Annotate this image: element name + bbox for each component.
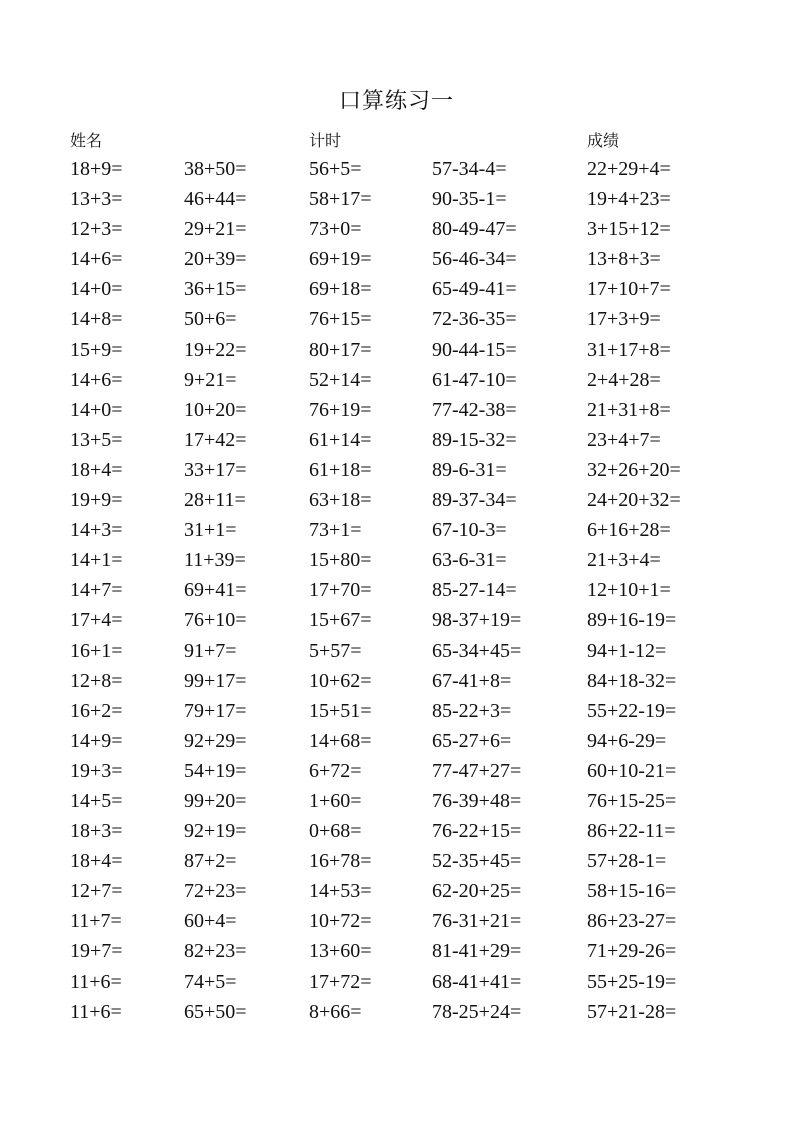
problem-cell: 19+4+23=	[587, 188, 671, 211]
problem-cell: 33+17=	[184, 458, 247, 481]
problem-cell: 52-35+45=	[432, 850, 522, 873]
problem-cell: 50+6=	[184, 308, 237, 331]
problem-cell: 69+41=	[184, 579, 247, 602]
problem-cell: 14+1=	[70, 549, 123, 572]
problem-cell: 14+68=	[309, 729, 372, 752]
problem-cell: 17+42=	[184, 428, 247, 451]
problem-cell: 14+7=	[70, 579, 123, 602]
problem-cell: 14+9=	[70, 729, 123, 752]
problem-cell: 13+8+3=	[587, 248, 661, 271]
problem-cell: 65-27+6=	[432, 729, 512, 752]
problem-cell: 92+19=	[184, 820, 247, 843]
problem-cell: 15+51=	[309, 699, 372, 722]
problem-cell: 21+3+4=	[587, 549, 661, 572]
problem-cell: 63-6-31=	[432, 549, 507, 572]
problem-cell: 0+68=	[309, 820, 362, 843]
problem-row	[0, 244, 793, 274]
problem-cell: 17+72=	[309, 970, 372, 993]
problem-cell: 73+1=	[309, 519, 362, 542]
problem-cell: 99+17=	[184, 669, 247, 692]
problem-cell: 76-39+48=	[432, 789, 522, 812]
problem-row	[0, 696, 793, 726]
problem-cell: 16+1=	[70, 639, 123, 662]
problem-cell: 73+0=	[309, 218, 362, 241]
problem-row	[0, 605, 793, 635]
problem-cell: 57+21-28=	[587, 1000, 677, 1023]
problem-cell: 14+5=	[70, 789, 123, 812]
problem-cell: 86+23-27=	[587, 910, 677, 933]
problem-cell: 19+9=	[70, 489, 123, 512]
problem-cell: 21+31+8=	[587, 398, 671, 421]
problem-row	[0, 997, 793, 1027]
problem-cell: 16+2=	[70, 699, 123, 722]
problem-row	[0, 756, 793, 786]
problem-row	[0, 214, 793, 244]
problem-cell: 76-31+21=	[432, 910, 522, 933]
problem-cell: 60+4=	[184, 910, 237, 933]
problem-cell: 94+1-12=	[587, 639, 667, 662]
problem-row	[0, 846, 793, 876]
problem-cell: 2+4+28=	[587, 368, 661, 391]
problem-cell: 14+6=	[70, 248, 123, 271]
problem-cell: 57-34-4=	[432, 158, 507, 180]
problem-cell: 11+6=	[70, 970, 122, 993]
problem-cell: 54+19=	[184, 759, 247, 782]
problem-row	[0, 184, 793, 214]
problem-row	[0, 816, 793, 846]
problem-cell: 89-6-31=	[432, 458, 507, 481]
problem-cell: 65-49-41=	[432, 278, 517, 301]
problem-cell: 3+15+12=	[587, 218, 671, 241]
problem-row	[0, 154, 793, 184]
time-label: 计时	[309, 131, 342, 150]
problem-cell: 15+80=	[309, 549, 372, 572]
problem-cell: 80-49-47=	[432, 218, 517, 241]
problem-cell: 29+21=	[184, 218, 247, 241]
problem-cell: 89-37-34=	[432, 489, 517, 512]
problem-cell: 14+0=	[70, 398, 123, 421]
problem-row	[0, 274, 793, 304]
problem-cell: 11+39=	[184, 549, 246, 572]
problem-cell: 17+4=	[70, 609, 123, 632]
worksheet-header	[0, 128, 793, 152]
problem-cell: 22+29+4=	[587, 158, 671, 180]
problem-cell: 6+72=	[309, 759, 362, 782]
problem-cell: 89-15-32=	[432, 428, 517, 451]
problem-cell: 98-37+19=	[432, 609, 522, 632]
problem-row	[0, 335, 793, 365]
problem-row	[0, 485, 793, 515]
problem-row	[0, 545, 793, 575]
problem-row	[0, 786, 793, 816]
problem-row	[0, 967, 793, 997]
problem-cell: 65-34+45=	[432, 639, 522, 662]
problem-cell: 18+3=	[70, 820, 123, 843]
problem-cell: 12+3=	[70, 218, 123, 241]
problem-cell: 19+7=	[70, 940, 123, 963]
problem-cell: 65+50=	[184, 1000, 247, 1023]
problem-cell: 79+17=	[184, 699, 247, 722]
problem-cell: 82+23=	[184, 940, 247, 963]
problem-cell: 5+57=	[309, 639, 362, 662]
problem-cell: 81-41+29=	[432, 940, 522, 963]
problem-cell: 58+15-16=	[587, 880, 677, 903]
problem-row	[0, 936, 793, 966]
problem-cell: 18+4=	[70, 850, 123, 873]
problem-cell: 76+15-25=	[587, 789, 677, 812]
problem-cell: 24+20+32=	[587, 489, 681, 512]
problem-cell: 72+23=	[184, 880, 247, 903]
problem-cell: 77-47+27=	[432, 759, 522, 782]
problem-cell: 14+3=	[70, 519, 123, 542]
problem-cell: 38+50=	[184, 158, 247, 180]
problem-cell: 71+29-26=	[587, 940, 677, 963]
problem-cell: 60+10-21=	[587, 759, 677, 782]
problem-cell: 16+78=	[309, 850, 372, 873]
problem-cell: 76+10=	[184, 609, 247, 632]
problem-cell: 46+44=	[184, 188, 247, 211]
problem-cell: 68-41+41=	[432, 970, 522, 993]
problem-cell: 85-27-14=	[432, 579, 517, 602]
problem-cell: 10+72=	[309, 910, 372, 933]
problem-cell: 85-22+3=	[432, 699, 512, 722]
problem-cell: 1+60=	[309, 789, 362, 812]
problem-cell: 13+5=	[70, 428, 123, 451]
name-label: 姓名	[70, 131, 103, 150]
problem-row	[0, 726, 793, 756]
problem-cell: 76-22+15=	[432, 820, 522, 843]
problem-row	[0, 455, 793, 485]
problem-cell: 61-47-10=	[432, 368, 517, 391]
problem-cell: 74+5=	[184, 970, 237, 993]
problem-cell: 67-10-3=	[432, 519, 507, 542]
problem-cell: 57+28-1=	[587, 850, 667, 873]
problem-row	[0, 365, 793, 395]
problem-cell: 19+22=	[184, 338, 247, 361]
problem-cell: 12+7=	[70, 880, 123, 903]
problem-cell: 63+18=	[309, 489, 372, 512]
problem-cell: 13+3=	[70, 188, 123, 211]
problem-cell: 28+11=	[184, 489, 246, 512]
problem-cell: 15+9=	[70, 338, 123, 361]
problem-cell: 10+62=	[309, 669, 372, 692]
problem-cell: 67-41+8=	[432, 669, 512, 692]
score-label: 成绩	[587, 131, 620, 150]
problem-cell: 10+20=	[184, 398, 247, 421]
problem-cell: 31+1=	[184, 519, 237, 542]
problem-cell: 6+16+28=	[587, 519, 671, 542]
problem-row	[0, 666, 793, 696]
problem-row	[0, 876, 793, 906]
problem-cell: 80+17=	[309, 338, 372, 361]
problem-cell: 19+3=	[70, 759, 123, 782]
problem-cell: 8+66=	[309, 1000, 362, 1023]
problem-cell: 55+25-19=	[587, 970, 677, 993]
problem-cell: 90-35-1=	[432, 188, 507, 211]
problem-cell: 14+6=	[70, 368, 123, 391]
problem-cell: 9+21=	[184, 368, 237, 391]
problem-cell: 77-42-38=	[432, 398, 517, 421]
problem-cell: 89+16-19=	[587, 609, 677, 632]
problem-row	[0, 575, 793, 605]
problem-cell: 94+6-29=	[587, 729, 667, 752]
problem-cell: 72-36-35=	[432, 308, 517, 331]
problem-cell: 31+17+8=	[587, 338, 671, 361]
problem-cell: 84+18-32=	[587, 669, 677, 692]
problem-cell: 12+10+1=	[587, 579, 671, 602]
problem-row	[0, 906, 793, 936]
problem-cell: 12+8=	[70, 669, 123, 692]
problem-cell: 17+70=	[309, 579, 372, 602]
problem-cell: 52+14=	[309, 368, 372, 391]
problem-cell: 86+22-11=	[587, 820, 676, 843]
problem-cell: 55+22-19=	[587, 699, 677, 722]
problem-cell: 14+8=	[70, 308, 123, 331]
problem-cell: 99+20=	[184, 789, 247, 812]
problem-row	[0, 636, 793, 666]
problem-cell: 58+17=	[309, 188, 372, 211]
problem-cell: 69+18=	[309, 278, 372, 301]
problem-cell: 90-44-15=	[432, 338, 517, 361]
problem-grid	[0, 154, 793, 1027]
problem-cell: 23+4+7=	[587, 428, 661, 451]
problem-cell: 15+67=	[309, 609, 372, 632]
problem-cell: 18+9=	[70, 158, 123, 180]
problem-cell: 11+7=	[70, 910, 122, 933]
problem-cell: 56+5=	[309, 158, 362, 180]
problem-cell: 14+53=	[309, 880, 372, 903]
problem-row	[0, 515, 793, 545]
problem-row	[0, 425, 793, 455]
problem-cell: 61+14=	[309, 428, 372, 451]
problem-cell: 17+3+9=	[587, 308, 661, 331]
problem-cell: 62-20+25=	[432, 880, 522, 903]
problem-cell: 36+15=	[184, 278, 247, 301]
problem-cell: 69+19=	[309, 248, 372, 271]
problem-cell: 18+4=	[70, 458, 123, 481]
problem-cell: 17+10+7=	[587, 278, 671, 301]
problem-cell: 11+6=	[70, 1000, 122, 1023]
problem-cell: 61+18=	[309, 458, 372, 481]
problem-cell: 76+15=	[309, 308, 372, 331]
problem-cell: 32+26+20=	[587, 458, 681, 481]
problem-cell: 91+7=	[184, 639, 237, 662]
problem-cell: 13+60=	[309, 940, 372, 963]
problem-cell: 20+39=	[184, 248, 247, 271]
problem-cell: 14+0=	[70, 278, 123, 301]
problem-cell: 87+2=	[184, 850, 237, 873]
problem-row	[0, 304, 793, 334]
problem-cell: 76+19=	[309, 398, 372, 421]
problem-cell: 56-46-34=	[432, 248, 517, 271]
page-title: 口算练习一	[338, 89, 454, 114]
problem-cell: 92+29=	[184, 729, 247, 752]
problem-row	[0, 395, 793, 425]
problem-cell: 78-25+24=	[432, 1000, 522, 1023]
